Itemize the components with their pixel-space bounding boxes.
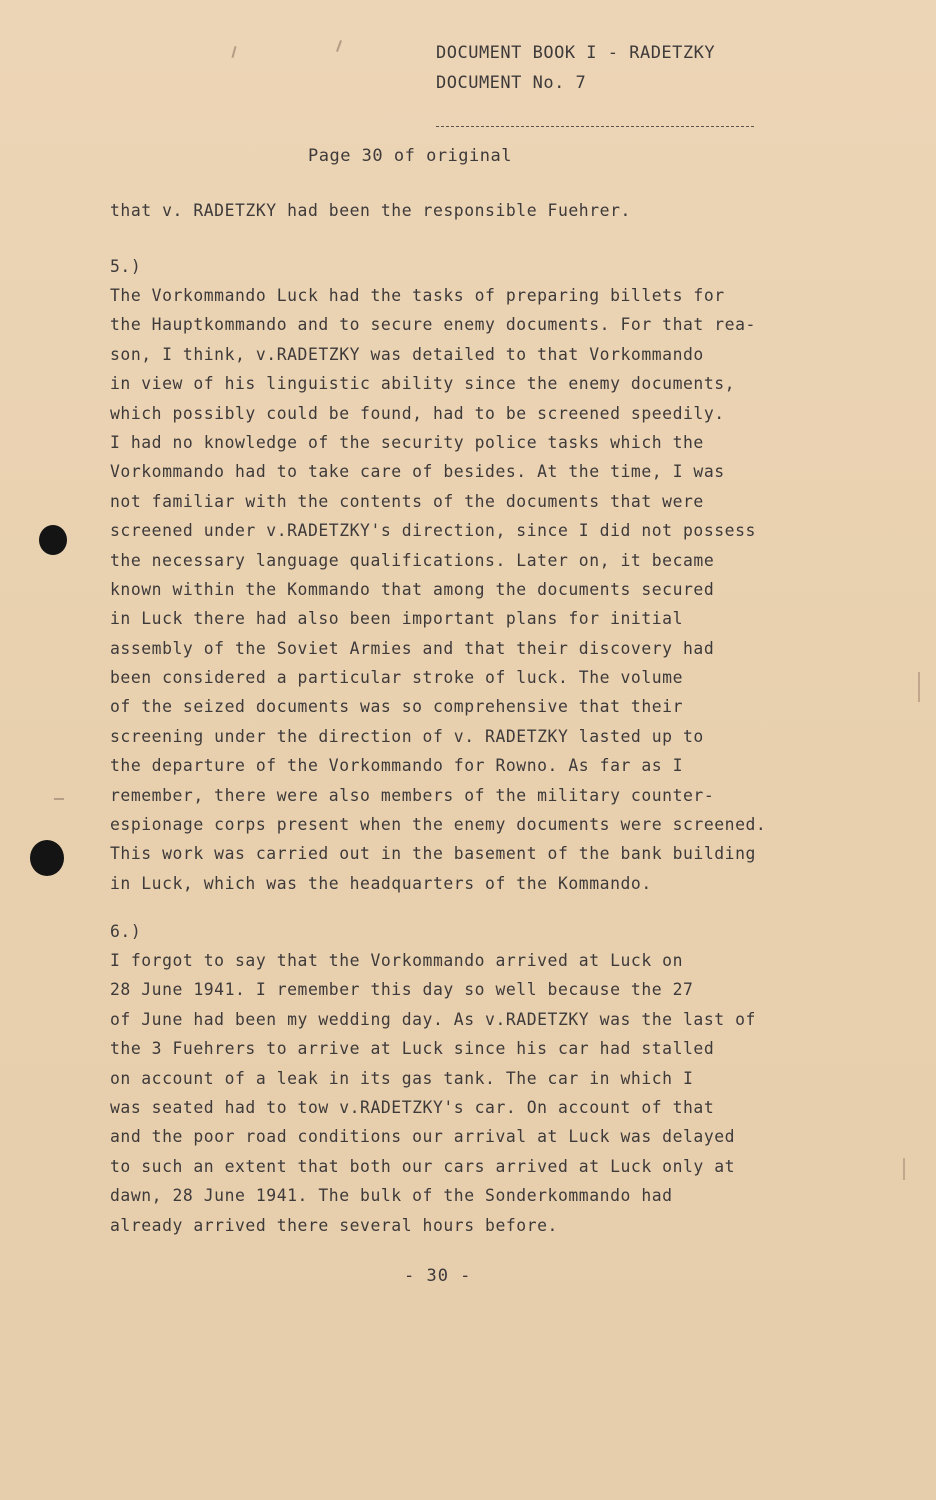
paper-mark (231, 46, 236, 58)
paper-mark (54, 798, 64, 800)
punch-hole (39, 525, 67, 555)
text-line: been considered a particular stroke of luck. The volume (110, 668, 683, 688)
text-line: Vorkommando had to take care of besides. At the time, I was (110, 462, 725, 482)
text-line: son, I think, v.RADETZKY was detailed to that Vorkommando (110, 344, 704, 364)
text-line: already arrived there several hours before. (110, 1215, 558, 1235)
text-line: which possibly could be found, had to be screened speedily. (110, 403, 725, 423)
text-line: of June had been my wedding day. As v.RADETZKY was the last of (110, 1009, 756, 1029)
text-line: screening under the direction of v. RADETZKY lasted up to (110, 726, 704, 746)
punch-hole (30, 840, 64, 876)
text-line: dawn, 28 June 1941. The bulk of the Sonderkommando had (110, 1186, 673, 1206)
page-number-footer: - 30 - (404, 1266, 472, 1286)
document-header (436, 38, 715, 98)
page-reference: Page 30 of original (308, 146, 512, 166)
text-line: espionage corps present when the enemy documents were screened. (110, 815, 767, 835)
text-line: This work was carried out in the basement of the bank building (110, 844, 756, 864)
text-line: of the seized documents was so comprehensive that their (110, 697, 683, 717)
text-line: the departure of the Vorkommando for Rowno. As far as I (110, 756, 683, 776)
text-line: assembly of the Soviet Armies and that their discovery had (110, 638, 715, 658)
text-line: the Hauptkommando and to secure enemy documents. For that rea- (110, 315, 756, 335)
text-line: to such an extent that both our cars arrived at Luck only at (110, 1156, 736, 1176)
section-5 (110, 252, 766, 898)
text-line: 28 June 1941. I remember this day so well because the 27 (110, 980, 694, 1000)
header-divider (436, 126, 754, 127)
text-line: in view of his linguistic ability since the enemy documents, (110, 374, 736, 394)
text-line: in Luck there had also been important plans for initial (110, 609, 683, 629)
intro-line: that v. RADETZKY had been the responsible Fuehrer. (110, 201, 631, 220)
text-line: The Vorkommando Luck had the tasks of preparing billets for (110, 286, 725, 305)
text-line: the 3 Fuehrers to arrive at Luck since his car had stalled (110, 1039, 715, 1059)
text-line: in Luck, which was the headquarters of the Kommando. (110, 873, 652, 893)
text-line: the necessary language qualifications. Later on, it became (110, 550, 715, 570)
text-line: not familiar with the contents of the documents that were (110, 491, 704, 511)
text-line: I had no knowledge of the security police tasks which the (110, 432, 704, 452)
paper-mark (903, 1158, 905, 1180)
section-number: 5.) (110, 257, 142, 276)
text-line: known within the Kommando that among the documents secured (110, 579, 715, 599)
text-line: on account of a leak in its gas tank. The car in which I (110, 1068, 694, 1088)
paper-mark (336, 40, 342, 52)
text-line: screened under v.RADETZKY's direction, since I did not possess (110, 521, 756, 541)
document-book-title: DOCUMENT BOOK I - RADETZKY (436, 43, 716, 63)
section-number: 6.) (110, 922, 142, 941)
text-line: I forgot to say that the Vorkommando arrived at Luck on (110, 951, 683, 970)
section-6 (110, 917, 756, 1240)
paper-mark (918, 672, 920, 702)
text-line: remember, there were also members of the military counter- (110, 785, 715, 805)
text-line: was seated had to tow v.RADETZKY's car. On account of that (110, 1097, 715, 1117)
text-line: and the poor road conditions our arrival at Luck was delayed (110, 1127, 736, 1147)
document-number: DOCUMENT No. 7 (436, 73, 587, 93)
